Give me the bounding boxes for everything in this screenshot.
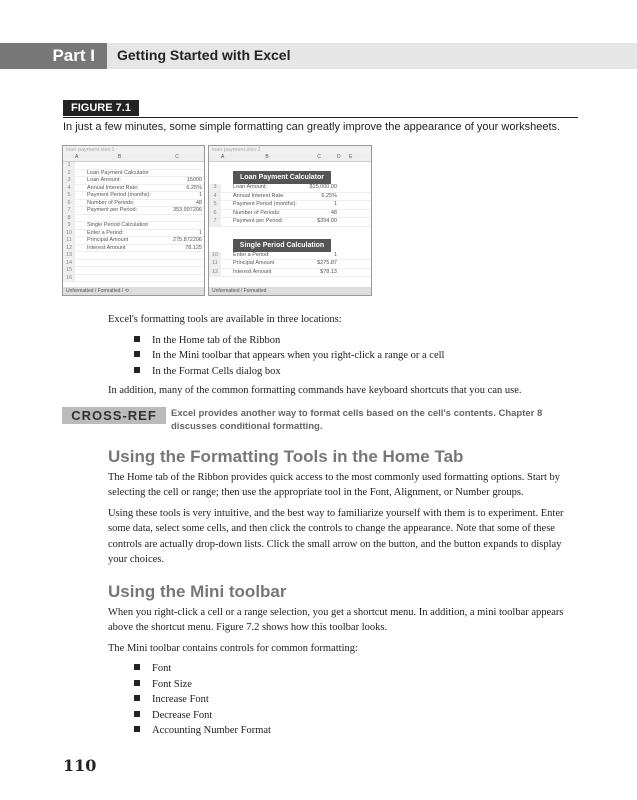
figure-rule [63,117,578,118]
label-cell[interactable]: Interest Amount [233,268,272,275]
sheet-row [63,170,204,178]
sheet-row [63,275,204,283]
sheet-row [63,177,204,185]
paragraph: The Mini toolbar contains controls for common formatting: [108,642,358,654]
label-cell[interactable]: Payment per Period: [233,218,284,224]
bullet-item: Accounting Number Format [134,723,583,739]
label-cell[interactable]: Enter a Period: [233,251,270,258]
sheet-row [63,207,204,215]
value-cell[interactable] [152,215,202,222]
bullet-icon [134,726,140,732]
bullet-item: Increase Font [134,692,583,708]
label-cell[interactable] [87,162,152,169]
value-cell[interactable]: $78.13 [320,268,337,275]
row-number: 4 [63,185,75,192]
row-number: 14 [63,260,75,267]
label-cell[interactable] [87,275,152,282]
value-cell[interactable]: 1 [333,251,337,258]
section-heading: Using the Mini toolbar [108,581,287,601]
col-e: E [349,154,353,160]
paragraph: The Home tab of the Ribbon provides quick access to the most commonly used formatting options. Start by selecting the cell or range; then use the appropriate tool in the Font, Alignment, or Number groups. [108,471,561,498]
value-cell[interactable]: 6.25% [186,184,202,191]
row-number: 3 [209,184,221,192]
bullet-item: In the Mini toolbar that appears when you right-click a range or a cell [134,348,583,364]
label-cell[interactable]: Payment per Period: [87,207,138,213]
label-cell[interactable] [87,215,152,222]
value-cell[interactable]: 353.997206 [172,207,202,213]
cross-ref [62,407,583,433]
paragraph: When you right-click a cell or a range selection, you get a shortcut menu. In addition, a mini toolbar appears above the shortcut menu. Figure 7.2 shows how this toolbar looks. [108,606,564,633]
label-cell[interactable]: Single Period Calculation [87,222,149,228]
value-cell[interactable]: $354.00 [317,218,337,224]
value-cell[interactable]: 78.125 [185,244,202,251]
header-title: Getting Started with Excel [117,47,291,63]
single-period-band: Single Period Calculation [233,239,331,252]
row-number: 5 [63,192,75,199]
bullet-item: In the Format Cells dialog box [134,364,583,380]
row-number: 12 [63,245,75,252]
bullet-item: Decrease Font [134,708,583,724]
label-cell[interactable]: Interest Amount [87,244,126,251]
sheet-row [63,245,204,253]
row-number: 5 [209,201,221,209]
label-cell[interactable]: Principal Amount [87,237,129,243]
cross-ref-text: Excel provides another way to format cells based on the cell's contents. Chapter 8 discusses conditional formatting. [171,407,543,432]
sheet-row [63,215,204,223]
value-cell[interactable]: 48 [330,209,337,216]
value-cell[interactable] [152,275,202,282]
formatted-worksheet-window [208,145,372,296]
row-number: 13 [63,252,75,259]
sheet-row [63,192,204,200]
bullet-item: Font [134,661,583,677]
paragraph: In addition, many of the common formatting commands have keyboard shortcuts that you can use. [108,385,522,396]
label-cell[interactable]: Number of Periods: [87,199,135,206]
sheet-tabs[interactable]: Unformatted / Formatted [209,287,371,295]
row-number: 11 [63,237,75,244]
col-b: B [117,154,122,160]
bullet-item: In the Home tab of the Ribbon [134,333,583,349]
sheet-row [209,218,371,227]
sheet-row [63,222,204,230]
value-cell[interactable] [152,252,202,259]
value-cell[interactable]: 1 [198,229,202,236]
value-cell[interactable] [152,222,202,229]
label-cell[interactable]: Payment Period (months): [87,192,151,198]
row-number: 6 [209,210,221,218]
label-cell[interactable] [87,260,152,267]
value-cell[interactable] [152,260,202,267]
bullet-icon [134,695,140,701]
label-cell[interactable]: Annual Interest Rate: [233,192,285,199]
col-c: C [175,154,179,160]
body-text [71,312,583,739]
sheet-row [63,267,204,275]
bullet-icon [134,711,140,717]
value-cell[interactable]: 6.25% [321,192,337,199]
row-number: 15 [63,267,75,274]
row-number: 7 [209,218,221,226]
column-headers [63,154,204,162]
row-number: 2 [63,170,75,177]
sheet-row [63,200,204,208]
page-number: 110 [63,756,97,775]
sheet-row [63,162,204,170]
value-cell[interactable]: 48 [195,199,202,206]
loan-calculator-band: Loan Payment Calculator [233,171,331,184]
sheet-row [209,201,371,210]
label-cell[interactable]: Loan Payment Calculator [87,169,149,176]
row-number: 1 [63,162,75,169]
row-number: 9 [63,222,75,229]
sheet-row [63,185,204,193]
bullet-icon [134,680,140,686]
value-cell[interactable]: 15000 [186,177,202,183]
label-cell[interactable]: Payment Period (months): [233,201,297,207]
cross-ref-badge: CROSS-REF [62,407,166,424]
paragraph: Using these tools is very intuitive, and the best way to familiarize yourself with them is to experiment. Enter some data, select some cells, and then click the controls to change the appearance. Note that some of these controls are actually drop-down lists. Click the small arrow on the button, and the button expands to display your choices. [108,507,564,565]
row-number: 4 [209,193,221,201]
sheet-row [209,269,371,278]
label-cell[interactable] [87,267,152,274]
sheet-row [209,252,371,261]
bullet-item: Font Size [134,677,583,693]
section-heading: Using the Formatting Tools in the Home Tab [108,446,464,466]
paragraph: Excel's formatting tools are available in three locations: [108,314,342,325]
column-headers [209,154,371,162]
bullet-icon [134,367,140,373]
sheet-tabs[interactable]: Unformatted / Formatted / ⟲ [63,287,204,295]
row-number: 3 [63,177,75,184]
part-label: Part I [0,43,107,69]
col-d: D [337,154,341,160]
value-cell[interactable]: $15,000.00 [309,184,337,190]
value-cell[interactable] [152,170,202,177]
row-number: 10 [209,252,221,260]
label-cell[interactable]: Enter a Period: [87,229,124,236]
unformatted-worksheet-window [62,145,205,296]
bullet-icon [134,664,140,670]
label-cell[interactable]: Annual Interest Rate: [87,184,139,191]
sheet-row [209,184,371,193]
label-cell[interactable]: Number of Periods: [233,209,281,216]
sheet-row [63,252,204,260]
value-cell[interactable]: 1 [333,201,337,207]
label-cell[interactable] [87,252,152,259]
label-cell[interactable]: Loan Amount: [87,177,121,183]
col-c: C [317,154,321,160]
value-cell[interactable]: 275.872206 [172,237,202,243]
row-number: 11 [209,260,221,268]
figure-label: FIGURE 7.1 [63,100,139,116]
value-cell[interactable]: 1 [198,192,202,198]
value-cell[interactable] [152,267,202,274]
label-cell[interactable]: Principal Amount [233,260,275,266]
col-a: A [221,154,225,160]
label-cell[interactable]: Loan Amount: [233,184,267,190]
window-title: loan payment.xlsx:2 [209,146,371,154]
row-number: 7 [63,207,75,214]
sheet-row [63,260,204,268]
bullet-icon [134,351,140,357]
window-title: loan payment.xlsx:1 [63,146,204,154]
bullet-icon [134,336,140,342]
row-number: 6 [63,200,75,207]
figure-caption: In just a few minutes, some simple formatting can greatly improve the appearance of your worksheets. [63,121,561,133]
col-b: B [265,154,269,160]
value-cell[interactable]: $275.87 [317,260,337,266]
sheet-row [209,210,371,219]
value-cell[interactable] [152,162,202,169]
row-number: 12 [209,269,221,277]
row-number: 8 [63,215,75,222]
sheet-row [209,260,371,269]
col-a: A [75,154,79,160]
sheet-row [63,237,204,245]
sheet-row [63,230,204,238]
sheet-row [209,193,371,202]
row-number: 16 [63,275,75,282]
row-number: 10 [63,230,75,237]
